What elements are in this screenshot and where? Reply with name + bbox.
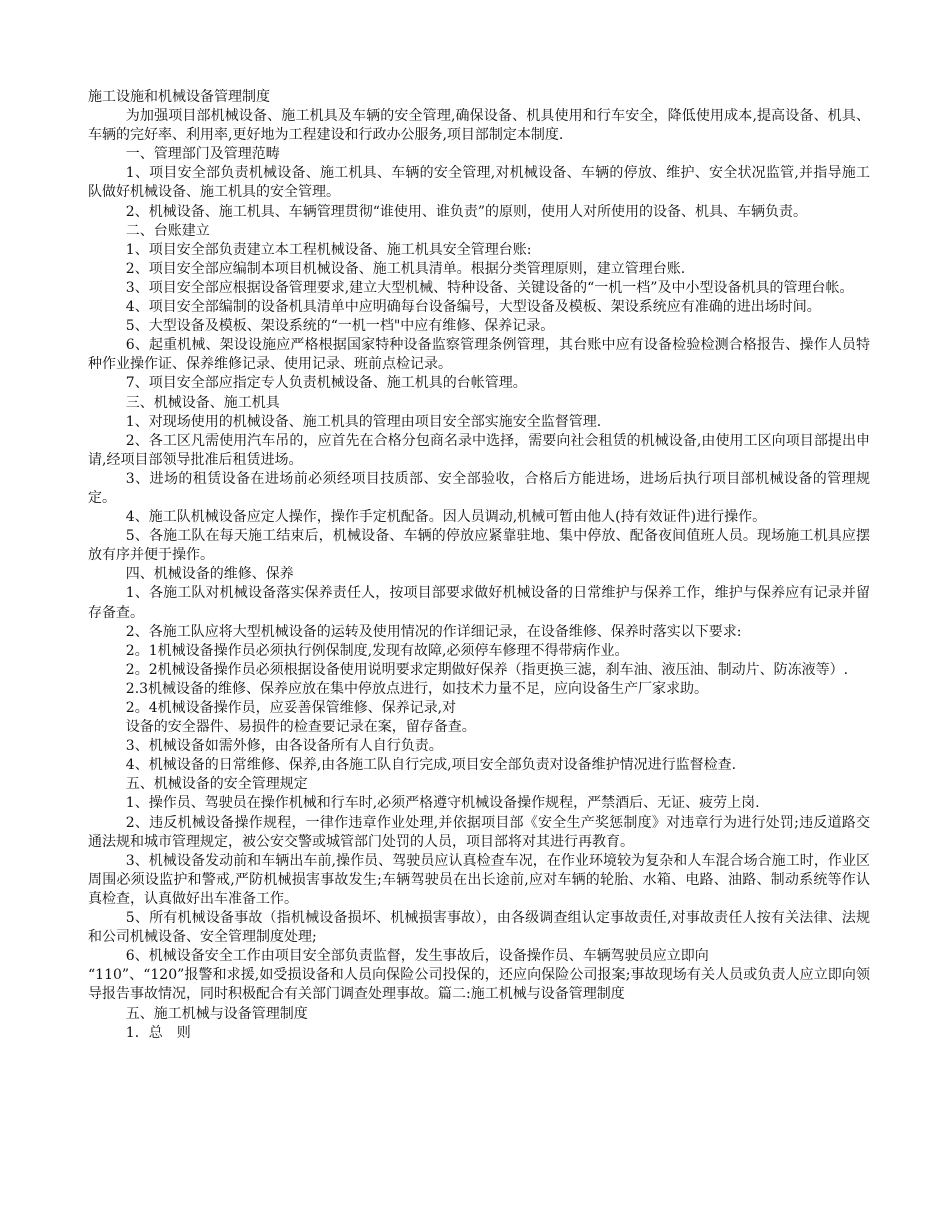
- paragraph: 1、项目安全部负责机械设备、施工机具、车辆的安全管理,对机械设备、车辆的停放、维护、安全状况监管,并指导施工队做好机械设备、施工机具的安全管理。: [88, 165, 870, 201]
- paragraph: 2、机械设备、施工机具、车辆管理贯彻“谁使用、谁负责”的原则，使用人对所使用的设备、机具、车辆负责。: [125, 203, 808, 220]
- paragraph: 2。1机械设备操作员必须执行例保制度,发现有故障,必须停车修理不得带病作业。: [125, 642, 629, 659]
- paragraph: 6、机械设备安全工作由项目安全部负责监督，发生事故后，设备操作员、车辆驾驶员应立即向: [125, 948, 709, 965]
- paragraph: 3、进场的租赁设备在进场前必须经项目技质部、安全部验收，合格后方能进场，进场后执行项目部机械设备的管理规定。: [88, 470, 870, 506]
- paragraph: 2。2机械设备操作员必须根据设备使用说明要求定期做好保养（指更换三滤，刹车油、液压油、制动片、防冻液等）.: [125, 661, 849, 678]
- paragraph: 4、机械设备的日常维修、保养,由各施工队自行完成,项目安全部负责对设备维护情况进行监督检查.: [125, 757, 737, 774]
- paragraph: 2、违反机械设备操作规程，一律作违章作业处理,并依据项目部《安全生产奖惩制度》对违章行为进行处罚;违反道路交通法规和城市管理规定，被公安交警或城管部门处罚的人员，项目部将对其进行再教育。: [88, 814, 870, 850]
- paragraph: 设备的安全器件、易损件的检查要记录在案，留存备查。: [125, 719, 476, 736]
- paragraph: 2、各工区凡需使用汽车吊的，应首先在合格分包商名录中选择，需要向社会租赁的机械设备,由使用工区向项目部提出申请,经项目部领导批准后租赁进场。: [88, 432, 870, 468]
- paragraph: 为加强项目部机械设备、施工机具及车辆的安全管理,确保设备、机具使用和行车安全，降低使用成本,提高设备、机具、车辆的完好率、利用率,更好地为工程建设和行政办公服务,项目部制定本制度.: [88, 108, 870, 144]
- paragraph: 5、大型设备及模板、架设系统的“一机一档"中应有维修、保养记录。: [125, 318, 555, 335]
- section-heading: 二、台账建立: [125, 222, 210, 239]
- section-heading: 五、施工机械与设备管理制度: [125, 1005, 308, 1022]
- paragraph: 5、各施工队在每天施工结束后，机械设备、车辆的停放应紧靠驻地、集中停放、配备夜间值班人员。现场施工机具应摆放有序并便于操作。: [88, 528, 870, 564]
- paragraph: 1、项目安全部负责建立本工程机械设备、施工机具安全管理台账:: [125, 241, 532, 258]
- section-heading: 一、管理部门及管理范畴: [125, 146, 280, 163]
- paragraph: “110”、“120”报警和求援,如受损设备和人员向保险公司投保的，还应向保险公司报案;事故现场有关人员或负责人应立即向领导报告事故情况，同时积极配合有关部门调查处理事故。篇二:施工机械与设备管理制度: [88, 967, 870, 1003]
- paragraph: 4、施工队机械设备应定人操作，操作手定机配备。因人员调动,机械可暂由他人(持有效证件)进行操作。: [125, 509, 767, 526]
- paragraph: 1、操作员、驾驶员在操作机械和行车时,必须严格遵守机械设备操作规程，严禁酒后、无证、疲劳上岗.: [125, 795, 760, 812]
- document-title: 施工设施和机械设备管理制度: [88, 89, 270, 105]
- section-heading: 三、机械设备、施工机具: [125, 394, 280, 411]
- paragraph: 3、机械设备如需外修，由各设备所有人自行负责。: [125, 738, 443, 755]
- section-heading: 五、机械设备的安全管理规定: [125, 776, 308, 793]
- paragraph: 2。4机械设备操作员，应妥善保管维修、保养记录,对: [125, 700, 457, 716]
- paragraph: 4、项目安全部编制的设备机具清单中应明确每台设备编号，大型设备及模板、架设系统应有准确的进出场时间。: [125, 299, 821, 316]
- paragraph: 2.3机械设备的维修、保养应放在集中停放点进行，如技术力量不足，应向设备生产厂家求助。: [125, 680, 709, 697]
- paragraph: 5、所有机械设备事故（指机械设备损坏、机械损害事故），由各级调查组认定事故责任,对事故责任人按有关法律、法规和公司机械设备、安全管理制度处理;: [88, 910, 870, 946]
- paragraph: 2、项目安全部应编制本项目机械设备、施工机具清单。根据分类管理原则，建立管理台账.: [125, 260, 686, 277]
- paragraph: 1、各施工队对机械设备落实保养责任人，按项目部要求做好机械设备的日常维护与保养工作，维护与保养应有记录并留存备查。: [88, 585, 870, 621]
- paragraph: 1、对现场使用的机械设备、施工机具的管理由项目安全部实施安全监督管理.: [125, 413, 602, 430]
- section-heading: 四、机械设备的维修、保养: [125, 566, 294, 583]
- paragraph: 3、机械设备发动前和车辆出车前,操作员、驾驶员应认真检查车况，在作业环境较为复杂和人车混合场合施工时，作业区周围必须设监护和警戒,严防机械损害事故发生;车辆驾驶员在出长途前,应对车辆的轮胎、水箱、电路、油路、制动系统等作认真检查，认真做好出车准备工作。: [88, 852, 870, 907]
- paragraph: 3、项目安全部应根据设备管理要求,建立大型机械、特种设备、关键设备的“一机一档”及中小型设备机具的管理台帐。: [125, 279, 854, 296]
- section-heading: 1．总 则: [125, 1024, 191, 1041]
- paragraph: 2、各施工队应将大型机械设备的运转及使用情况的作详细记录，在设备维修、保养时落实以下要求:: [125, 623, 742, 640]
- paragraph: 7、项目安全部应指定专人负责机械设备、施工机具的台帐管理。: [125, 375, 527, 392]
- paragraph: 6、起重机械、架设设施应严格根据国家特种设备监察管理条例管理，其台账中应有设备检验检测合格报告、操作人员特种作业操作证、保养维修记录、使用记录、班前点检记录。: [88, 337, 870, 373]
